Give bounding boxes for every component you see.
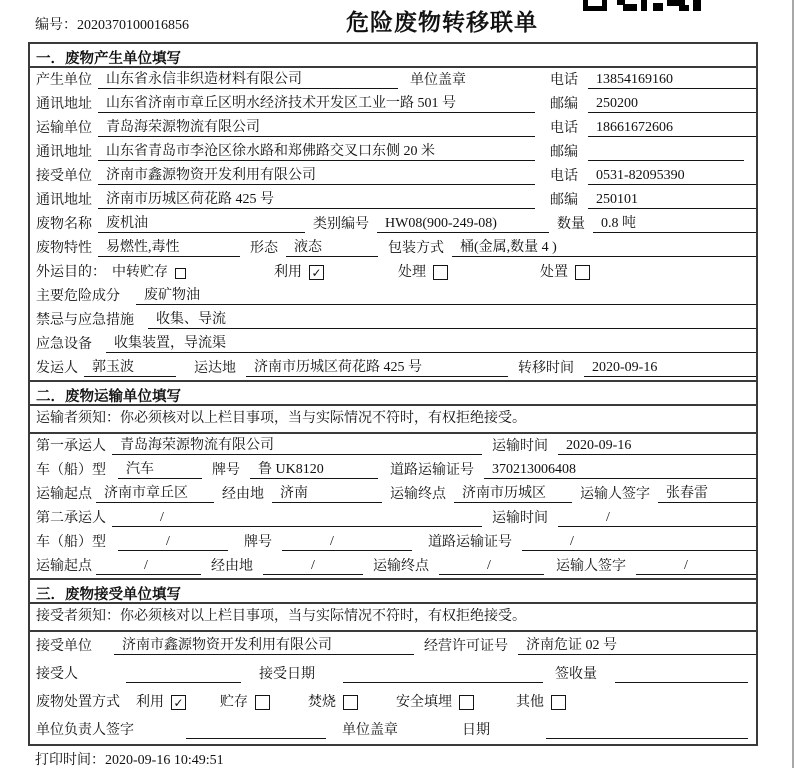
row-producer-address [30, 92, 756, 116]
accept-date-value [343, 682, 543, 683]
transporter-post-value [588, 160, 744, 161]
plate2-value: / [282, 534, 412, 551]
receiver-value: 济南市鑫源物资开发利用有限公司 [98, 164, 535, 185]
disposal-option-utilize-label: 利用 [136, 695, 164, 710]
vehicle1-label: 车（船）型 [36, 463, 106, 478]
unit-seal2-label: 单位盖章 [342, 723, 398, 738]
road-cert1-value: 370213006408 [484, 462, 756, 479]
purpose-label: 外运目的： [36, 265, 106, 280]
purpose-option-utilize-label: 利用 [274, 265, 302, 280]
row-waste-name [30, 212, 756, 236]
waste-category-label: 类别编号 [313, 217, 369, 232]
producer-label: 产生单位 [36, 73, 92, 88]
plate1-value: 鲁 UK8120 [250, 458, 378, 479]
section2-notice: 运输者须知：你必须核对以上栏目事项，当与实际情况不符时，有权拒绝接受。 [30, 406, 756, 434]
emergency-equipment-value: 收集装置，导流渠 [106, 332, 756, 353]
sign1-value: 张春雷 [658, 482, 756, 503]
row-dispatch [30, 356, 756, 380]
row-route2 [30, 554, 756, 578]
row-purpose [30, 260, 756, 284]
row-waste-traits [30, 236, 756, 260]
producer-address-value: 山东省济南市章丘区明水经济技术开发区工业一路 501 号 [98, 92, 535, 113]
end1-label: 运输终点 [390, 487, 446, 502]
waste-traits-value: 易燃性,毒性 [98, 236, 240, 257]
carrier2-value: / [112, 510, 482, 527]
waste-name-label: 废物名称 [36, 217, 92, 232]
acceptor-value [126, 682, 241, 683]
accept-unit-value: 济南市鑫源物资开发利用有限公司 [114, 634, 414, 655]
responsible-sign-label: 单位负责人签字 [36, 723, 134, 738]
receiver-phone-value: 0531-82095390 [588, 168, 756, 185]
transporter-address-value: 山东省青岛市李沧区徐水路和郑佛路交叉口东侧 20 米 [98, 140, 535, 161]
producer-address-label: 通讯地址 [36, 97, 92, 112]
disposal-label: 废物处置方式 [36, 695, 120, 710]
sign-qty-value [615, 682, 748, 683]
page-edge-line [792, 0, 794, 768]
qr-code-fragment [583, 0, 701, 16]
receiver-label: 接受单位 [36, 169, 92, 184]
section3-notice: 接受者须知：你必须核对以上栏目事项，当与实际情况不符时，有权拒绝接受。 [30, 604, 756, 632]
row-emergency-measures [30, 308, 756, 332]
producer-value: 山东省永信非织造材料有限公司 [98, 68, 398, 89]
road-cert1-label: 道路运输证号 [390, 463, 474, 478]
serial-label: 编号： [35, 18, 77, 33]
row-carrier1 [30, 434, 756, 458]
responsible-sign-value [186, 738, 326, 739]
carrier2-time-label: 运输时间 [492, 511, 548, 526]
acceptor-label: 接受人 [36, 667, 78, 682]
row-receiver [30, 164, 756, 188]
row-emergency-equipment [30, 332, 756, 356]
receiver-address-label: 通讯地址 [36, 193, 92, 208]
row-acceptor [30, 660, 756, 688]
purpose-option-dispose-label: 处置 [540, 265, 568, 280]
waste-traits-label: 废物特性 [36, 241, 92, 256]
purpose-treat-checkbox[interactable] [433, 265, 448, 280]
carrier2-time-value: / [558, 510, 756, 527]
unit-seal-label: 单位盖章 [410, 73, 466, 88]
transfer-time-value: 2020-09-16 [584, 360, 756, 377]
row-signoff [30, 716, 756, 744]
purpose-option-treat-label: 处理 [398, 265, 426, 280]
transporter-phone-value: 18661672606 [588, 120, 756, 137]
destination-value: 济南市历城区荷花路 425 号 [246, 356, 508, 377]
disposal-option-other-label: 其他 [516, 695, 544, 710]
row-vehicle2 [30, 530, 756, 554]
transfer-time-label: 转移时间 [518, 361, 574, 376]
disposal-option-store-label: 贮存 [220, 695, 248, 710]
waste-qty-label: 数量 [557, 217, 585, 232]
receiver-post-label: 邮编 [550, 193, 578, 208]
date-value [546, 738, 748, 739]
section1-header: 一．废物产生单位填写 [30, 44, 756, 68]
row-transporter [30, 116, 756, 140]
carrier1-label: 第一承运人 [36, 439, 106, 454]
disposal-incinerate-checkbox[interactable] [343, 695, 358, 710]
row-accept-unit [30, 632, 756, 660]
disposal-option-landfill-label: 安全填埋 [396, 695, 452, 710]
disposal-option-incinerate-label: 焚烧 [308, 695, 336, 710]
purpose-option-transfer-label: 中转贮存 [112, 265, 168, 280]
receiver-address-value: 济南市历城区荷花路 425 号 [98, 188, 535, 209]
sign-qty-label: 签收量 [555, 667, 597, 682]
shipper-value: 郭玉波 [84, 356, 176, 377]
vehicle1-value: 汽车 [118, 458, 202, 479]
serial-value: 2020370100016856 [77, 18, 189, 33]
section2-header: 二．废物运输单位填写 [30, 380, 756, 406]
producer-phone-label: 电话 [550, 73, 578, 88]
waste-name-value: 废机油 [98, 212, 305, 233]
accept-unit-label: 接受单位 [36, 639, 92, 654]
vehicle2-label: 车（船）型 [36, 535, 106, 550]
via1-value: 济南 [272, 482, 382, 503]
road-cert2-label: 道路运输证号 [428, 535, 512, 550]
end1-value: 济南市历城区 [454, 482, 572, 503]
emergency-measures-value: 收集、导流 [148, 308, 756, 329]
receiver-post-value: 250101 [588, 192, 756, 209]
hazard-value: 废矿物油 [136, 284, 756, 305]
row-carrier2 [30, 506, 756, 530]
print-time-line [35, 749, 224, 769]
producer-post-label: 邮编 [550, 97, 578, 112]
sign2-value: / [636, 558, 756, 575]
waste-form-value: 液态 [286, 236, 378, 257]
transporter-value: 青岛海荣源物流有限公司 [98, 116, 535, 137]
transporter-label: 运输单位 [36, 121, 92, 136]
sign1-label: 运输人签字 [580, 487, 650, 502]
disposal-utilize-checkbox[interactable]: ✓ [171, 695, 186, 710]
section3-header: 三．废物接受单位填写 [30, 578, 756, 604]
waste-qty-value: 0.8 吨 [593, 212, 756, 233]
row-route1 [30, 482, 756, 506]
via2-value: / [263, 558, 363, 575]
row-disposal [30, 688, 756, 716]
road-cert2-value: / [522, 534, 756, 551]
purpose-utilize-checkbox[interactable]: ✓ [309, 265, 324, 280]
row-vehicle1 [30, 458, 756, 482]
sign2-label: 运输人签字 [556, 559, 626, 574]
end2-label: 运输终点 [373, 559, 429, 574]
origin1-value: 济南市章丘区 [96, 482, 214, 503]
carrier1-time-value: 2020-09-16 [558, 438, 756, 455]
emergency-measures-label: 禁忌与应急措施 [36, 313, 134, 328]
print-time-value: 2020-09-16 10:49:51 [105, 753, 224, 768]
row-producer [30, 68, 756, 92]
receiver-phone-label: 电话 [550, 169, 578, 184]
row-hazard [30, 284, 756, 308]
transporter-post-label: 邮编 [550, 145, 578, 160]
row-transporter-address [30, 140, 756, 164]
purpose-transfer-checkbox[interactable] [175, 268, 186, 279]
date-label: 日期 [462, 723, 490, 738]
vehicle2-value: / [118, 534, 228, 551]
via2-label: 经由地 [211, 559, 253, 574]
packaging-label: 包装方式 [388, 241, 444, 256]
plate2-label: 牌号 [244, 535, 272, 550]
destination-label: 运达地 [194, 361, 236, 376]
purpose-dispose-checkbox[interactable] [575, 265, 590, 280]
origin2-value: / [96, 558, 201, 575]
packaging-value: 桶(金属,数量 4 ) [452, 236, 756, 257]
form-title: 危险废物转移联单 [346, 10, 538, 35]
license-label: 经营许可证号 [424, 639, 508, 654]
carrier2-label: 第二承运人 [36, 511, 106, 526]
plate1-label: 牌号 [212, 463, 240, 478]
disposal-other-checkbox[interactable] [551, 695, 566, 710]
end2-value: / [439, 558, 544, 575]
shipper-label: 发运人 [36, 361, 78, 376]
disposal-landfill-checkbox[interactable] [459, 695, 474, 710]
license-value: 济南危证 02 号 [518, 634, 756, 655]
carrier1-time-label: 运输时间 [492, 439, 548, 454]
origin1-label: 运输起点 [36, 487, 92, 502]
accept-date-label: 接受日期 [259, 667, 315, 682]
transporter-phone-label: 电话 [550, 121, 578, 136]
carrier1-value: 青岛海荣源物流有限公司 [112, 434, 482, 455]
via1-label: 经由地 [222, 487, 264, 502]
print-time-label: 打印时间： [35, 753, 105, 768]
origin2-label: 运输起点 [36, 559, 92, 574]
producer-phone-value: 13854169160 [588, 72, 756, 89]
waste-category-value: HW08(900-249-08) [377, 216, 549, 233]
waste-form-label: 形态 [250, 241, 278, 256]
manifest-form [28, 42, 758, 746]
producer-post-value: 250200 [588, 96, 756, 113]
serial-number-line [35, 14, 189, 34]
hazard-label: 主要危险成分 [36, 289, 120, 304]
row-receiver-address [30, 188, 756, 212]
transporter-address-label: 通讯地址 [36, 145, 92, 160]
disposal-store-checkbox[interactable] [255, 695, 270, 710]
emergency-equipment-label: 应急设备 [36, 337, 92, 352]
